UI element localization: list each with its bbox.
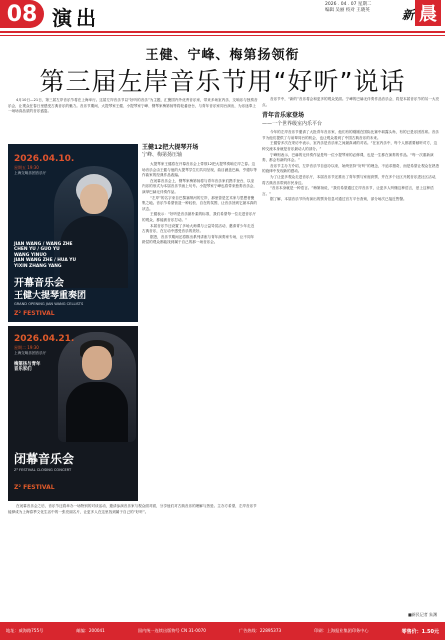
- footer-serial: 国内统一连续出版物号 CN 31-0070: [137, 628, 206, 633]
- performer-line: 音乐家们: [14, 367, 32, 373]
- performer-line: 梅第扬与青年: [14, 362, 41, 367]
- poster-time: 星期二 19:30: [14, 345, 39, 350]
- section-title: 演出: [52, 6, 100, 30]
- poster-english: Z² FESTIVAL CLOSING CONCERT: [14, 468, 72, 472]
- poster-performers: [14, 242, 76, 269]
- masthead: [0, 0, 445, 40]
- article-subtitle: 宁峰、梅第扬压轴: [142, 152, 183, 158]
- column-paragraph: “音乐本身就是一种语言。”梅第扬说，“我们希望通过左岸音乐节，让更多人听懂这种语言，爱上这种语言。”: [262, 186, 434, 196]
- pianist-photo: [58, 332, 136, 442]
- cellist-photo: [54, 166, 134, 288]
- poster-venue: 上海交响乐团音乐厅: [14, 351, 47, 355]
- column-paragraph: 王健曾多次在采访中表示，室内乐是音乐家之间最真诚的对话。“在室内乐中，每个人都需要倾听对方，这种交流本身就是音乐最动人的部分。”: [262, 141, 438, 151]
- masthead-rule: [0, 31, 445, 33]
- article-paragraph: 大提琴家王健将在开幕音乐会上带领12把大提琴奏响左岸之春。这场音乐会由王健与他的大提琴学生们共同呈现，曲目涵盖巴赫、亨德尔等作曲家的经典作品改编。: [142, 162, 257, 178]
- mid-article: [142, 144, 257, 246]
- logo-small-text: 新: [401, 8, 414, 22]
- performer-line: WANG YINUO: [14, 252, 47, 258]
- byline: ■新民记者 朱渊: [407, 612, 437, 617]
- footer-price: 零售价：1.50元: [401, 628, 439, 635]
- poster-time: 星期五 19:30: [14, 165, 39, 170]
- footer-postcode: 邮编：200041: [76, 628, 105, 633]
- article-title: 王健12把大提琴开场: [142, 144, 199, 151]
- masthead-rule-thin: [0, 35, 445, 36]
- column-paragraph: 今年的左岸音乐节邀请了大批青年音乐家，他们有的刚刚在国际比赛中崭露头角，有的已是乐团首席。音乐节为他们提供了与前辈同台的机会，也让观众看到了中国古典音乐的未来。: [262, 130, 439, 140]
- poster-performers: [14, 362, 40, 373]
- section-subkicker: ——一个世界级室内乐平台: [262, 121, 323, 128]
- performer-line: YIXIN ZHANG YANG: [14, 263, 62, 269]
- festival-logo: Z² FESTIVAL: [14, 484, 55, 491]
- performer-line: JIAN WANG ZHE / HUA YU: [14, 258, 77, 264]
- date-block: [325, 2, 385, 14]
- poster-title: 闭幕音乐会: [14, 452, 75, 466]
- footer-bar: [0, 622, 445, 640]
- section-subhead: 青年音乐家登场: [262, 112, 305, 120]
- photo-face: [80, 184, 108, 214]
- article-paragraph: 在闭幕音乐会上，钢琴家梅第扬将与青年音乐家们携手登台，以室内乐的形式为本届音乐节画上句号。小提琴家宁峰也将带来独奏音乐会，演绎巴赫无伴奏作品。: [142, 178, 257, 194]
- column-paragraph: 宁峰则表示，巴赫的无伴奏作品是每一位小提琴家的必修课，也是一生都在演奏的作品。“每一次重新演奏，都会有新的体会。”: [262, 152, 434, 163]
- newspaper-logo: [387, 0, 441, 30]
- opening-concert-poster: [8, 144, 138, 322]
- poster-date: 2026.04.10.: [14, 154, 75, 164]
- column-paragraph: 为了让更多观众走进音乐厅，本届音乐节还推出了青年票与家庭套票，并在多个社区开展音乐进社区活动，将古典音乐带到市民身边。: [262, 174, 439, 185]
- column-paragraph: 音乐节主办方介绍，左岸音乐节自创办以来，始终坚持“好听”的理念，不追求猎奇，而是希望让观众在熟悉的旋律中发现新的感动。: [262, 163, 440, 174]
- column-intro: 音乐节中，“新的”音乐将会和更多的观众见面。宁峰的巴赫无伴奏作品音乐会，将是本届音乐节的另一大亮点。: [262, 97, 440, 107]
- closing-concert-poster: [8, 326, 138, 501]
- photo-body: [66, 382, 128, 442]
- performer-line: JIAN WANG / WANG ZHE: [14, 242, 73, 247]
- footer-ad-hotline: 广告热线：22895373: [238, 628, 282, 633]
- photo-face: [82, 346, 112, 380]
- kicker-headline: 王健、宁峰、梅第扬领衔: [145, 48, 300, 63]
- poster-date: 2026.04.21.: [14, 334, 75, 344]
- logo-big-text: 晨: [415, 0, 441, 26]
- poster-subtitle: 王健大提琴重奏团: [14, 291, 87, 301]
- column-paragraph: 据了解，本届音乐节所有演出的票务信息可通过官方平台查询，部分场次已接近售罄。: [270, 197, 407, 202]
- main-headline: 第三届左岸音乐节用“好听”说话: [39, 67, 406, 96]
- footer-address: 地址：威海路755号: [6, 628, 44, 633]
- performer-line: CHEN YU / GUO YU: [14, 247, 60, 253]
- article-paragraph: 据悉，音乐节期间还将推出系列讲座与青年演奏家专场，让不同年龄层的观众都能找到属于自己的那一场音乐会。: [142, 234, 255, 245]
- lead-paragraph: 4月10日—21日，第三届左岸音乐节将在上海举行。这届左岸音乐节以“好听的音乐”为主题，汇聚国内外优秀音乐家，带来多场室内乐、交响乐与独奏音乐会，让观众在春日里感受古典音乐的魅力。音乐节期间，大提琴家王健、小提琴家宁峰、钢琴家梅第扬等将轮番登台，与青年音乐家同台演出，为乐迷奉上一场场高品质的音乐盛宴。: [8, 98, 258, 114]
- issue-date: 2026 . 04 . 07 星期二: [325, 2, 372, 7]
- article-paragraph: 王健表示：“好听是音乐最朴素的标准，我们希望每一位走进音乐厅的观众，都能被音乐打动。”: [142, 212, 257, 222]
- editor-credit: 编辑 吴丽 校对 王晓英: [325, 8, 370, 13]
- article-paragraph: “左岸”的名字来自巴黎塞纳河的左岸，那里曾是艺术家与思想者聚集之地。音乐节希望营造一种轻松、自在的氛围，让音乐回到它最本真的状态。: [142, 195, 257, 211]
- page-number: 08: [0, 0, 44, 28]
- poster-venue: 上海交响乐团音乐厅: [14, 171, 47, 175]
- poster-title: 开幕音乐会: [14, 278, 64, 289]
- festival-logo: Z² FESTIVAL: [14, 310, 55, 317]
- poster-english: GRAND OPENING JIAN WANG CELLISTS: [14, 302, 84, 306]
- footer-printer: 印刷：上海报业集团印务中心: [314, 628, 369, 633]
- right-column: [262, 97, 440, 203]
- article-paragraph: 本届音乐节还设置了多场大师课与公益导赏活动，邀请青少年走近古典音乐，在互动中感受音乐的美好。: [142, 223, 255, 234]
- closing-paragraph: 在闭幕音乐会之后，音乐节还将举办一场特别的对谈活动，邀请参演音乐家与观众面对面，分享他们对古典音乐的理解与热爱。主办方希望，左岸音乐节能够成为上海春季文化生活中的一张亮丽名片，让更多人在这里找到属于自己的“好听”。: [8, 504, 257, 514]
